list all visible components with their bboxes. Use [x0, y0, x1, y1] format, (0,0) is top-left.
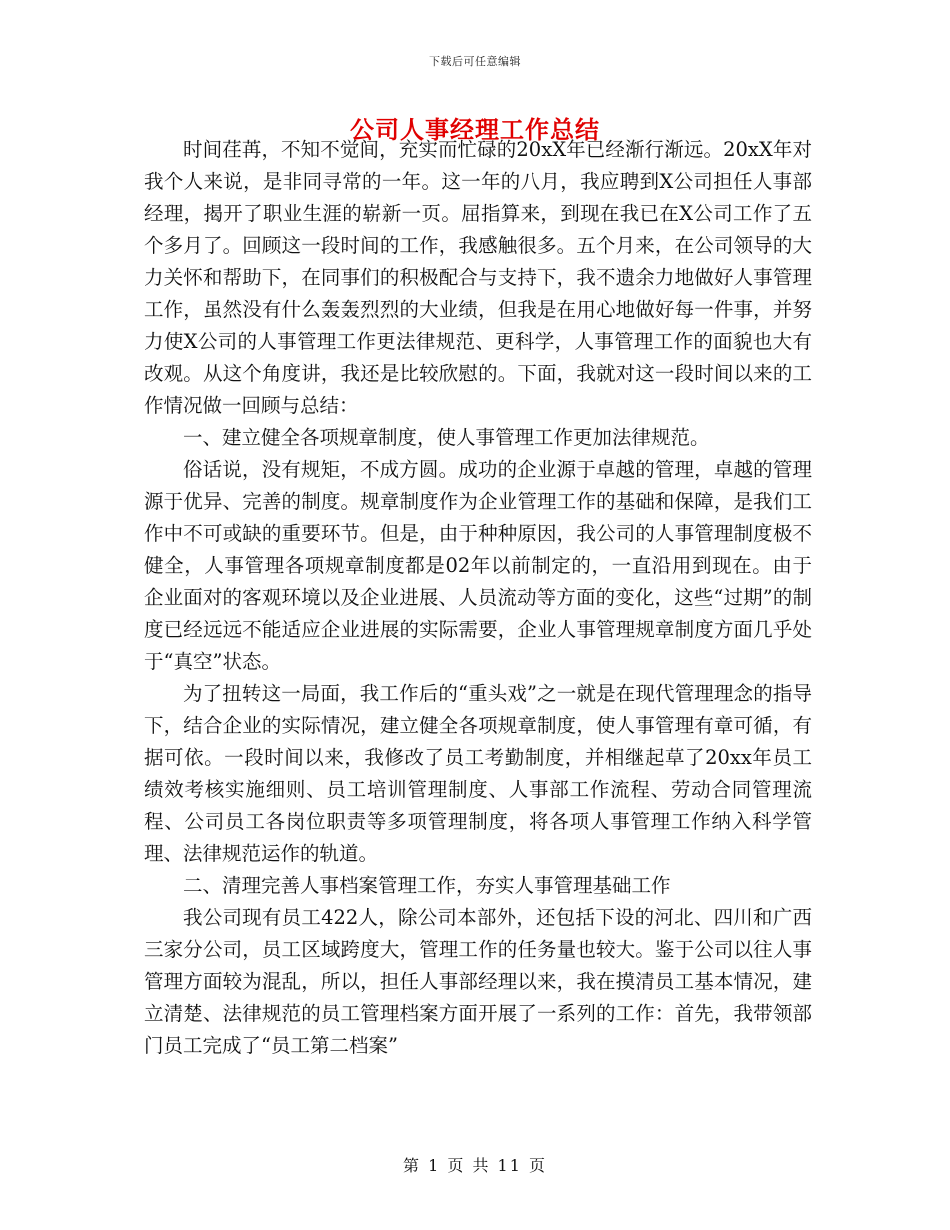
paragraph-intro: 时间荏苒，不知不觉间，充实而忙碌的20xX年已经渐行渐远。20xX年对我个人来说，是非同寻常的一年。这一年的八月，我应聘到X公司担任人事部经理，揭开了职业生涯的崭新一页。屈指算来，到现在我已在X公司工作了五个多月了。回顾这一段时间的工作，我感触很多。五个月来，在公司领导的大力关怀和帮助下，在同事们的积极配合与支持下，我不遗余力地做好人事管理工作，虽然没有什么轰轰烈烈的大业绩，但我是在用心地做好每一件事，并努力使X公司的人事管理工作更法律规范、更科学，人事管理工作的面貌也大有改观。从这个角度讲，我还是比较欣慰的。下面，我就对这一段时间以来的工作情况做一回顾与总结：: [144, 138, 812, 417]
paragraph-archives: 我公司现有员工422人，除公司本部外，还包括下设的河北、四川和广西三家分公司，员工区域跨度大，管理工作的任务量也较大。鉴于公司以往人事管理方面较为混乱，所以，担任人事部经理以来，我在摸清员工基本情况，建立清楚、法律规范的员工管理档案方面开展了一系列的工作：首先，我带领部门员工完成了“员工第二档案”: [144, 906, 812, 1057]
document-title: 公司人事经理工作总结: [350, 115, 600, 144]
paragraph-rules: 俗话说，没有规矩，不成方圆。成功的企业源于卓越的管理，卓越的管理源于优异、完善的制度。规章制度作为企业管理工作的基础和保障，是我们工作中不可或缺的重要环节。但是，由于种种原因，我公司的人事管理制度极不健全，人事管理各项规章制度都是02年以前制定的，一直沿用到现在。由于企业面对的客观环境以及企业进展、人员流动等方面的变化，这些“过期”的制度已经远远不能适应企业进展的实际需要，企业人事管理规章制度方面几乎处于“真空”状态。: [144, 458, 812, 673]
document-body: [144, 134, 812, 1062]
section-heading-2: 二、清理完善人事档案管理工作，夯实人事管理基础工作: [183, 874, 671, 897]
section-heading-1: 一、建立健全各项规章制度，使人事管理工作更加法律规范。: [183, 426, 710, 449]
header-note: 下载后可任意编辑: [429, 55, 521, 68]
paragraph-reform: 为了扭转这一局面，我工作后的“重头戏”之一就是在现代管理理念的指导下，结合企业的实际情况，建立健全各项规章制度，使人事管理有章可循，有据可依。一段时间以来，我修改了员工考勤制度，并相继起草了20xx年员工绩效考核实施细则、员工培训管理制度、人事部工作流程、劳动合同管理流程、公司员工各岗位职责等多项管理制度，将各项人事管理工作纳入科学管理、法律规范运作的轨道。: [144, 682, 812, 865]
page-number: 第 1 页 共 11 页: [403, 1156, 547, 1175]
